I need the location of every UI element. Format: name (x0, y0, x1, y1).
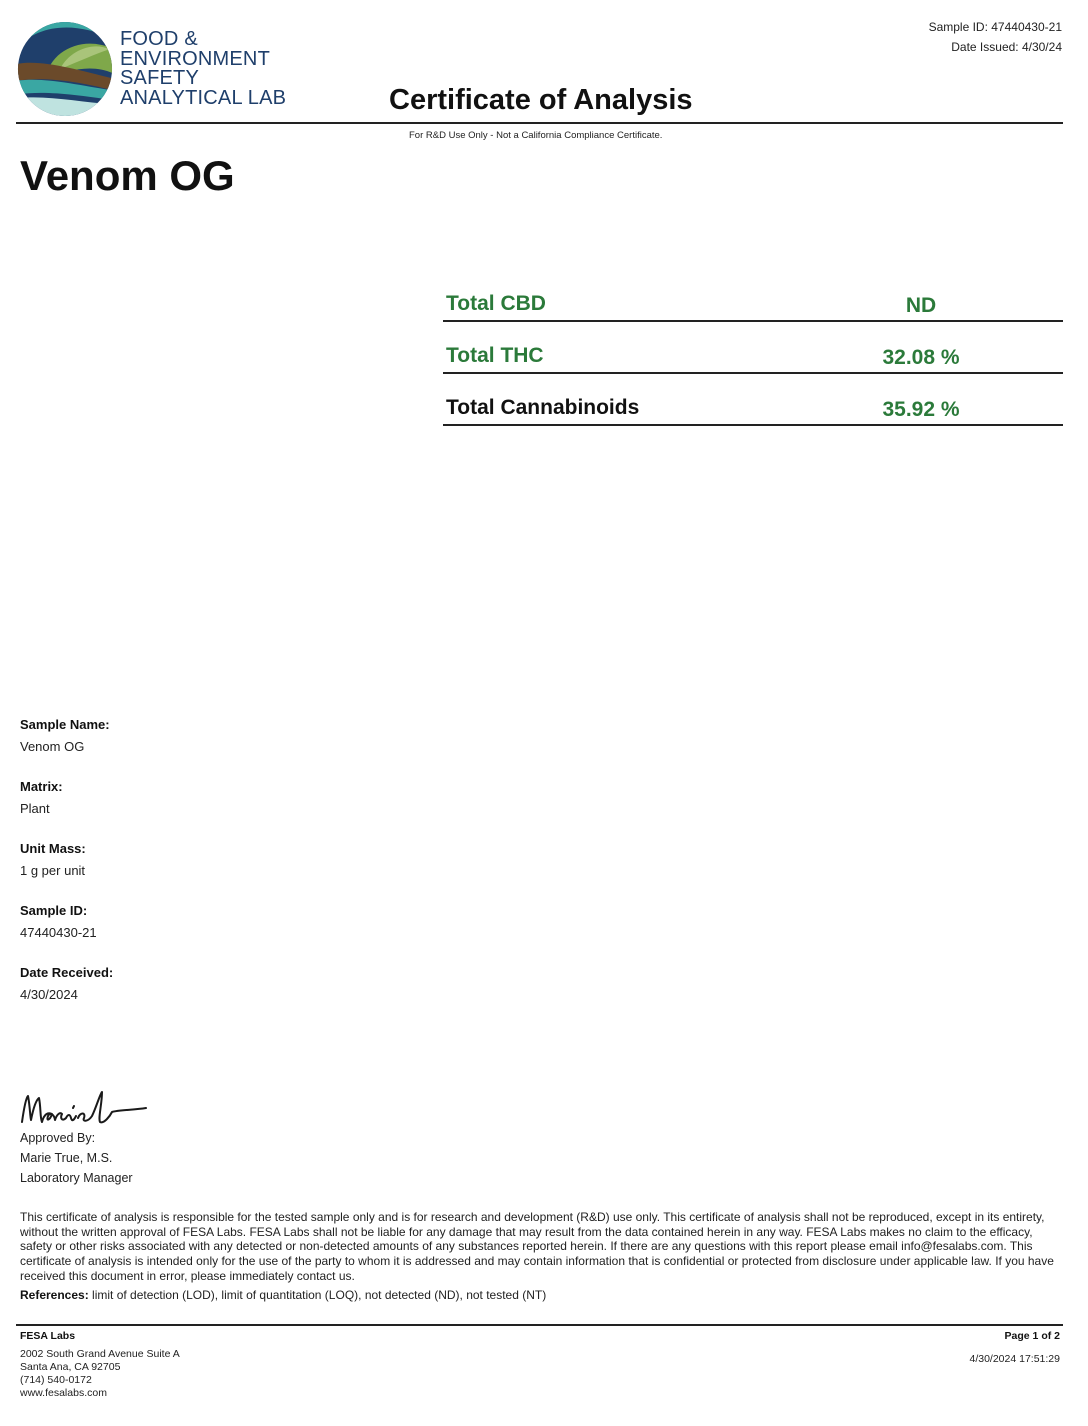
product-name: Venom OG (20, 152, 235, 199)
info-unit-mass (20, 840, 320, 902)
info-value: 47440430-21 (20, 925, 97, 940)
summary-label: Total CBD (446, 292, 546, 315)
footer-page-info (969, 1330, 1060, 1366)
approver-role: Laboratory Manager (20, 1171, 133, 1185)
info-value: 4/30/2024 (20, 987, 78, 1002)
logo-line-2: ENVIRONMENT (120, 47, 270, 70)
logo-line-1: FOOD & (120, 28, 198, 50)
signature-image (18, 1084, 150, 1132)
summary-value: 32.08 % (882, 346, 960, 369)
info-value: 1 g per unit (20, 863, 86, 878)
header-meta (929, 17, 1062, 57)
info-label: Unit Mass: (20, 841, 86, 856)
logo-wordmark (120, 30, 286, 108)
references (20, 1288, 546, 1302)
document-title: Certificate of Analysis (389, 84, 693, 116)
footer-timestamp: 4/30/2024 17:51:29 (969, 1353, 1060, 1365)
compliance-disclaimer: For R&D Use Only - Not a California Compliance Certificate. (409, 130, 663, 141)
summary-row-total-cannabinoids (443, 374, 1063, 426)
footer-phone: (714) 540-0172 (20, 1374, 92, 1386)
footer-address (20, 1330, 180, 1400)
info-sample-name (20, 716, 320, 778)
sample-info (20, 716, 320, 1026)
logo-line-3: SAFETY (120, 67, 199, 89)
info-value: Venom OG (20, 739, 85, 754)
info-sample-id (20, 902, 320, 964)
summary-value: 35.92 % (882, 398, 960, 421)
approved-by-label: Approved By: (20, 1131, 96, 1145)
summary-label: Total Cannabinoids (446, 396, 640, 419)
header-sample-id: Sample ID: 47440430-21 (928, 20, 1062, 34)
footer-divider (16, 1324, 1063, 1326)
references-text: limit of detection (LOD), limit of quantitation (LOQ), not detected (ND), not tested (NT) (92, 1288, 547, 1302)
info-matrix (20, 778, 320, 840)
footer-address-line-1: 2002 South Grand Avenue Suite A (20, 1348, 180, 1360)
info-value: Plant (20, 801, 50, 816)
header-date-issued: Date Issued: 4/30/24 (951, 40, 1062, 54)
summary-row-total-cbd (443, 270, 1063, 322)
legal-disclaimer: This certificate of analysis is responsible for the tested sample only and is for research and development (R&D) use only. This certificate of analysis shall not be reproduced, except in its entirety, without the written approval of FESA Labs. FESA Labs shall not be liable for any damage that may result from the data contained herein in any way. FESA Labs makes no claim to the efficacy, safety or other risks associated with any detected or non-detected amounts of any substances reported herein. If there are any questions with this report please email info@fesalabs.com. This certificate of analysis is intended only for the use of the party to whom it is addressed and may contain information that is confidential or protected from disclosure under applicable law. If you have received this document in error, please immediately contact us. (20, 1210, 1054, 1283)
footer-website: www.fesalabs.com (20, 1387, 107, 1399)
info-label: Sample ID: (20, 903, 88, 918)
summary-row-total-thc (443, 322, 1063, 374)
info-label: Date Received: (20, 965, 114, 980)
references-label: References: (20, 1288, 89, 1302)
approval-block (20, 1128, 133, 1188)
summary-value: ND (905, 294, 937, 317)
cannabinoid-summary (443, 270, 1063, 426)
logo-line-4: ANALYTICAL LAB (120, 86, 287, 109)
footer-page-number: Page 1 of 2 (1004, 1330, 1060, 1342)
summary-label: Total THC (446, 344, 544, 367)
info-label: Sample Name: (20, 717, 110, 732)
fesa-logo-icon (16, 20, 114, 118)
footer-address-line-2: Santa Ana, CA 92705 (20, 1361, 121, 1373)
info-date-received (20, 964, 320, 1026)
footer-company: FESA Labs (20, 1330, 76, 1342)
header-divider (16, 122, 1063, 124)
info-label: Matrix: (20, 779, 63, 794)
approver-name: Marie True, M.S. (20, 1151, 113, 1165)
